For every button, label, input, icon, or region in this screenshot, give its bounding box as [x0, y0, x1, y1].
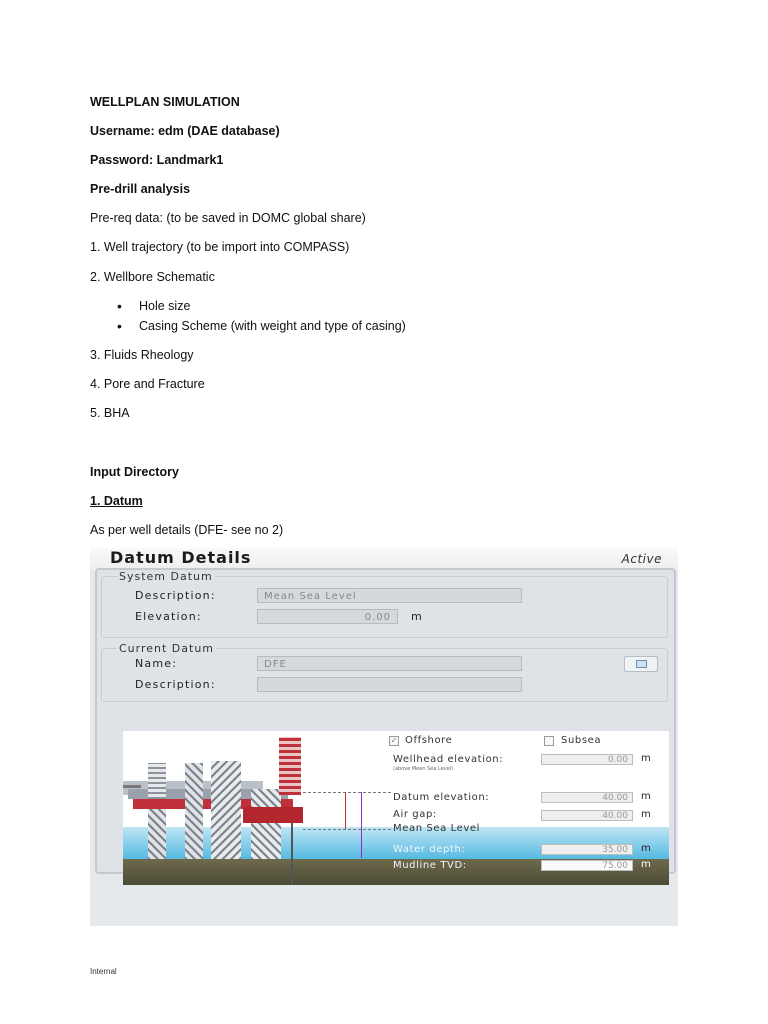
wellhead-elevation-label: Wellhead elevation: [393, 754, 504, 765]
datum-elevation-field[interactable]: 40.00 [541, 792, 633, 803]
list-icon [636, 660, 647, 668]
system-elevation-field[interactable]: 0.00 [257, 609, 398, 624]
wellhead-elevation-field[interactable]: 0.00 [541, 754, 633, 765]
current-name-label: Name: [135, 657, 178, 670]
mudline-tvd-field[interactable]: 75.00 [541, 860, 633, 871]
system-elevation-label: Elevation: [135, 610, 202, 623]
wellhead-note: (above Mean Sea Level) [393, 766, 454, 772]
panel-titlebar [90, 548, 678, 570]
air-gap-label: Air gap: [393, 809, 437, 820]
water-depth-arrow [361, 829, 366, 858]
list-item-4: 4. Pore and Fracture [90, 377, 205, 391]
bullet-item: • Casing Scheme (with weight and type of casing) [110, 318, 406, 338]
current-description-field[interactable] [257, 677, 522, 692]
rig-leg [148, 763, 166, 799]
list-item-3: 3. Fluids Rheology [90, 348, 194, 362]
panel-body [95, 568, 676, 874]
water-depth-unit: m [641, 843, 651, 854]
subsea-checkbox[interactable] [544, 736, 554, 746]
current-name-field[interactable]: DFE [257, 656, 522, 671]
rig-leg-lower [148, 809, 166, 859]
datum-details-panel [90, 548, 678, 926]
datum-elevation-unit: m [641, 791, 651, 802]
system-datum-label: System Datum [119, 570, 213, 583]
well-conductor [291, 823, 293, 885]
datum-elevation-label: Datum elevation: [393, 792, 490, 803]
mudline-unit: m [641, 859, 651, 870]
msl-dim-line [303, 829, 391, 830]
rig-leg [185, 763, 203, 859]
bullet-list [110, 298, 406, 338]
air-gap-field[interactable]: 40.00 [541, 810, 633, 821]
rig-leg [211, 761, 241, 859]
list-item-2: 2. Wellbore Schematic [90, 270, 215, 284]
list-item-5: 5. BHA [90, 406, 130, 420]
subsea-label: Subsea [561, 735, 602, 746]
username-line: Username: edm (DAE database) [90, 124, 280, 138]
document-title: WELLPLAN SIMULATION [90, 95, 240, 109]
rig-leg [251, 789, 281, 859]
derrick-tower [279, 737, 301, 795]
footer-classification: Internal [90, 967, 117, 976]
current-datum-label: Current Datum [119, 642, 215, 655]
air-gap-arrow [345, 792, 346, 829]
system-datum-group [101, 576, 668, 638]
system-description-field[interactable]: Mean Sea Level [257, 588, 522, 603]
bullet-item: • Hole size [110, 298, 406, 318]
predrill-heading: Pre-drill analysis [90, 182, 191, 196]
input-directory-heading: Input Directory [90, 465, 179, 479]
cantilever [243, 807, 303, 823]
datum-heading: 1. Datum [90, 494, 143, 508]
offshore-schematic [123, 731, 669, 885]
list-item-1: 1. Well trajectory (to be import into COMPASS) [90, 240, 350, 254]
datum-dim-line [303, 792, 391, 793]
system-elevation-unit: m [411, 610, 422, 623]
password-line: Password: Landmark1 [90, 153, 224, 167]
mean-sea-level-label: Mean Sea Level [393, 823, 481, 834]
system-description-label: Description: [135, 589, 216, 602]
offshore-checkbox[interactable]: ✓ [390, 736, 398, 745]
panel-status: Active [621, 552, 662, 566]
air-gap-unit: m [641, 809, 651, 820]
datum-picker-button[interactable] [624, 656, 658, 672]
water-depth-field[interactable]: 35.00 [541, 844, 633, 855]
datum-note: As per well details (DFE- see no 2) [90, 523, 284, 537]
mudline-tvd-label: Mudline TVD: [393, 860, 467, 871]
offshore-label: Offshore [405, 735, 453, 746]
current-description-label: Description: [135, 678, 216, 691]
helideck [123, 785, 141, 788]
prereq-line: Pre-req data: (to be saved in DOMC global share) [90, 211, 366, 225]
wellhead-unit: m [641, 753, 651, 764]
panel-title: Datum Details [110, 548, 252, 567]
water-depth-label: Water depth: [393, 844, 466, 855]
